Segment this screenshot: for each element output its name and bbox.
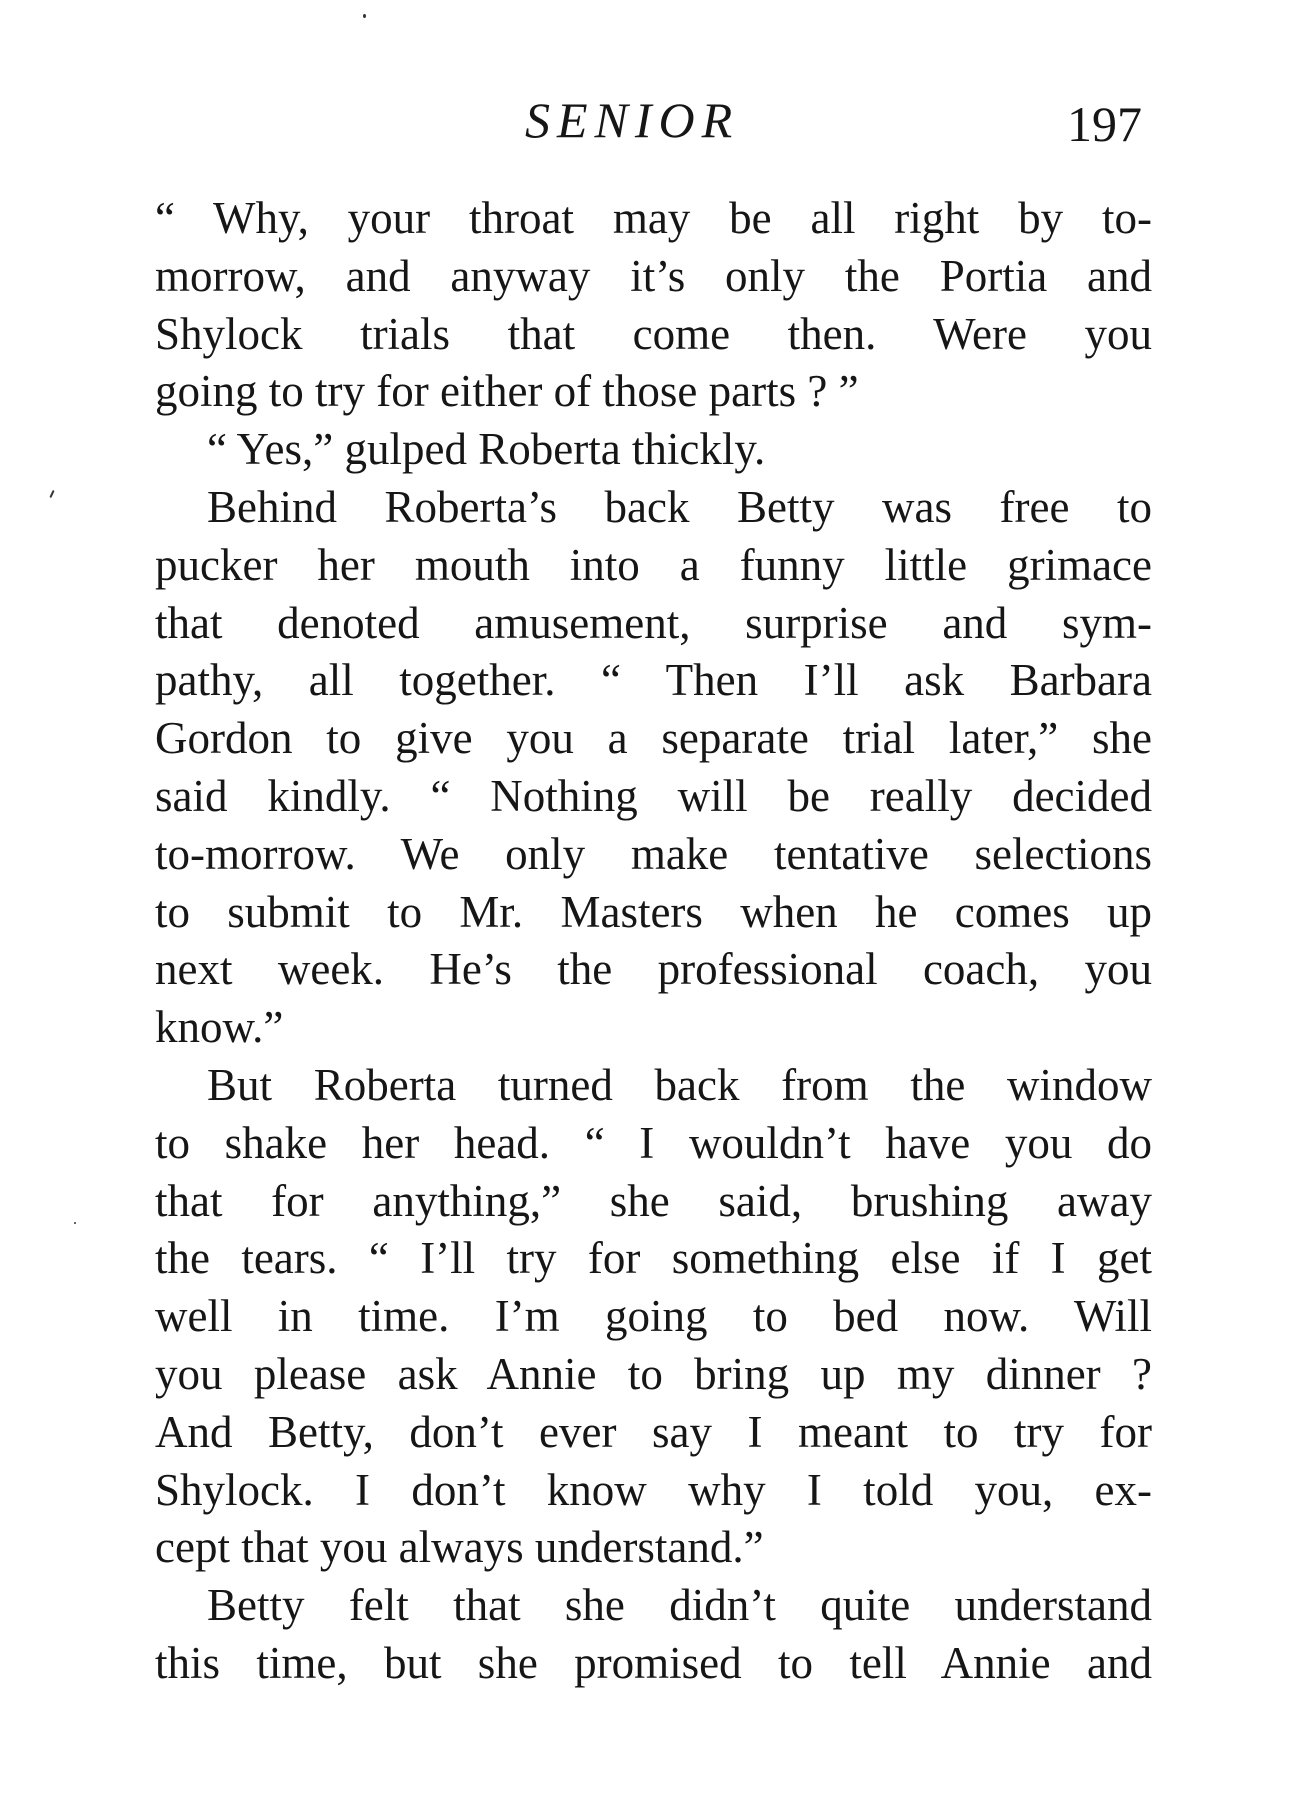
text-line: morrow, and anyway it’s only the Portia and <box>155 250 1152 301</box>
text-line: Shylock trials that come then. Were you <box>155 308 1152 359</box>
text-line: said kindly. “ Nothing will be really decided <box>155 770 1152 821</box>
text-line: you please ask Annie to bring up my dinner ? <box>155 1348 1152 1399</box>
text-line: know.” <box>155 1002 284 1053</box>
text-line: pathy, all together. “ Then I’ll ask Barbara <box>155 655 1152 706</box>
text-line: to-morrow. We only make tentative selections <box>155 828 1152 879</box>
text-line: Betty felt that she didn’t quite understand <box>207 1580 1152 1631</box>
text-line: “ Yes,” gulped Roberta thickly. <box>207 424 766 475</box>
text-line: Gordon to give you a separate trial later,” she <box>155 713 1152 764</box>
text-line: “ Why, your throat may be all right by to- <box>155 193 1152 243</box>
body-text <box>155 190 1152 1693</box>
text-line: going to try for either of those parts ? ” <box>155 366 859 417</box>
running-title: SENIOR <box>525 92 740 148</box>
running-head <box>0 88 1310 158</box>
text-line: Shylock. I don’t know why I told you, ex- <box>155 1464 1152 1515</box>
page-number: 197 <box>1067 96 1142 152</box>
text-line: pucker her mouth into a funny little grimace <box>155 539 1152 590</box>
text-line: And Betty, don’t ever say I meant to try for <box>155 1406 1152 1457</box>
text-line: this time, but she promised to tell Annie and <box>155 1637 1152 1688</box>
text-line: cept that you always understand.” <box>155 1522 764 1573</box>
text-line: Behind Roberta’s back Betty was free to <box>207 481 1152 532</box>
scan-speck <box>49 490 54 498</box>
text-line: the tears. “ I’ll try for something else if I get <box>155 1233 1152 1284</box>
text-line: that for anything,” she said, brushing away <box>155 1175 1152 1226</box>
text-line: to shake her head. “ I wouldn’t have you do <box>155 1117 1152 1168</box>
text-line: to submit to Mr. Masters when he comes up <box>155 886 1152 937</box>
scan-speck <box>363 14 366 18</box>
text-line: that denoted amusement, surprise and sym- <box>155 597 1152 648</box>
scan-speck <box>74 1222 76 1224</box>
text-line: next week. He’s the professional coach, you <box>155 944 1152 995</box>
text-line: But Roberta turned back from the window <box>207 1059 1152 1110</box>
text-line: well in time. I’m going to bed now. Will <box>155 1291 1152 1342</box>
